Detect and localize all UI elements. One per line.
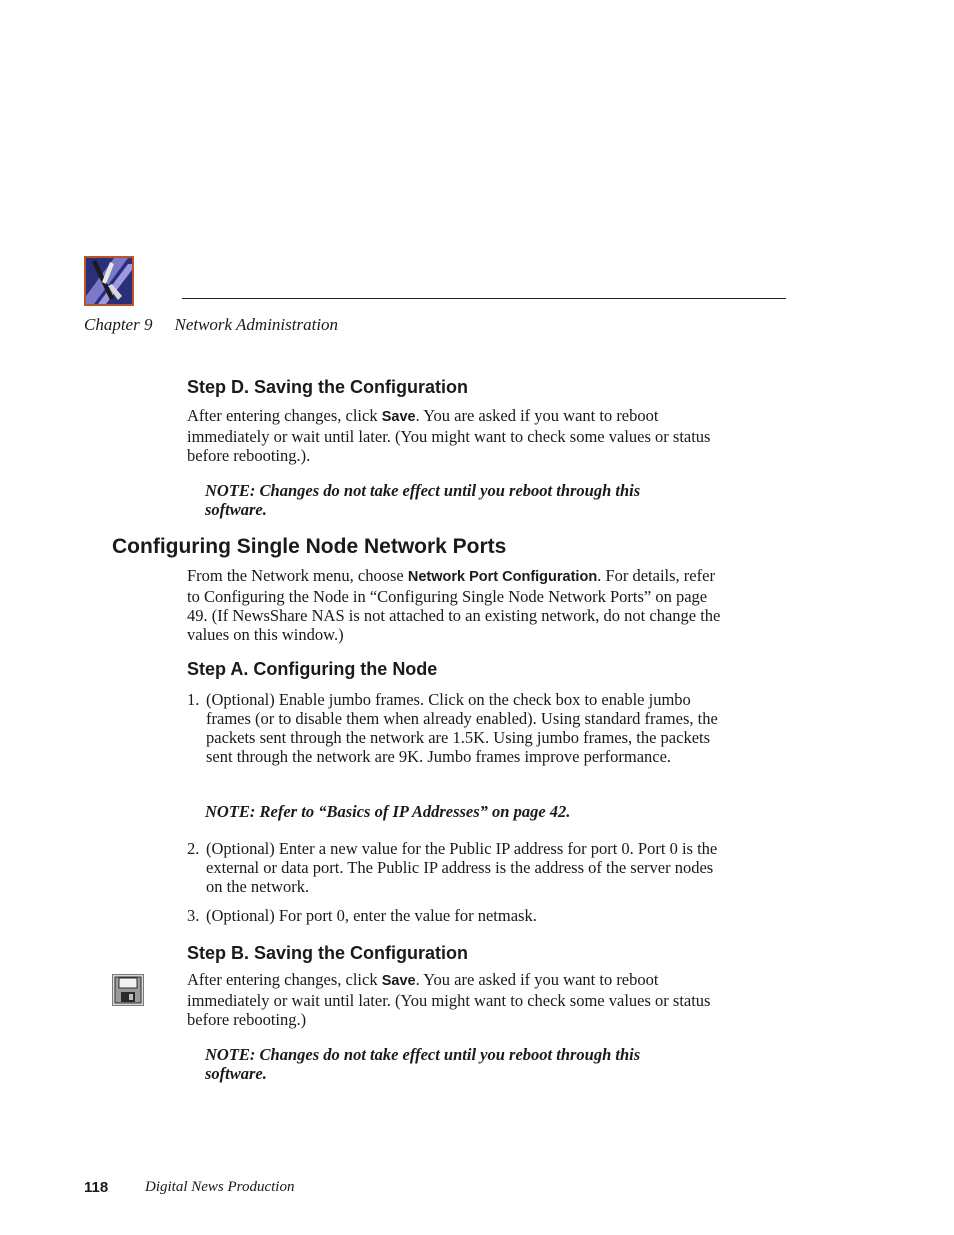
network-port-config-ui-label: Network Port Configuration (407, 569, 598, 585)
chapter-header (84, 315, 338, 335)
chapter-title: Network Administration (174, 315, 339, 334)
step-b-paragraph (187, 970, 727, 1029)
header-rule (182, 298, 786, 299)
list-item-text: (Optional) Enable jumbo frames. Click on the check box to enable jumbo frames (or to disable them when already enabled). Using standard frames, the packets sent through the network are 1.5K. Using jumbo frames, the packets sent through the network are 9K. Jumbo frames improve performance. (206, 690, 718, 766)
step-d-text-pre: After entering changes, click (187, 406, 382, 425)
floppy-disk-save-icon (112, 974, 144, 1006)
list-item-text: (Optional) For port 0, enter the value for netmask. (206, 906, 537, 925)
step-b-heading: Step B. Saving the Configuration (187, 943, 469, 963)
save-ui-label: Save (381, 409, 416, 425)
step-a-note: NOTE: Refer to “Basics of IP Addresses” on page 42. (205, 802, 571, 821)
step-b-text-pre: After entering changes, click (187, 970, 382, 989)
list-item-number: 2. (187, 839, 200, 858)
step-a-heading: Step A. Configuring the Node (187, 659, 438, 679)
list-item (187, 690, 727, 766)
page-number: 118 (84, 1179, 109, 1196)
step-d-text-post: . You are asked if you want to reboot immediately or wait until later. (You might want to check some values or status before rebooting.). (187, 406, 711, 465)
newsedit-logo-icon (84, 256, 134, 306)
list-item (187, 839, 727, 896)
save-ui-label: Save (381, 973, 416, 989)
step-b-text-post: . You are asked if you want to reboot immediately or wait until later. (You might want to check some values or status before rebooting.) (187, 970, 711, 1029)
section-text-pre: From the Network menu, choose (187, 566, 408, 585)
section-text-post: . For details, refer to Configuring the Node in “Configuring Single Node Network Ports” on page 49. (If NewsShare NAS is not attached to an existing network, do not change the values on this window.) (187, 566, 721, 644)
book-title: Digital News Production (145, 1179, 295, 1195)
chapter-label: Chapter 9 (84, 315, 153, 334)
list-item-text: (Optional) Enter a new value for the Public IP address for port 0. Port 0 is the external or data port. The Public IP address is the address of the server nodes on the network. (206, 839, 718, 896)
list-item-number: 3. (187, 906, 200, 925)
section-paragraph (187, 566, 727, 644)
step-d-heading: Step D. Saving the Configuration (187, 377, 469, 397)
list-item-number: 1. (187, 690, 200, 709)
list-item (187, 906, 727, 925)
step-d-paragraph (187, 406, 727, 465)
step-d-note: NOTE: Changes do not take effect until you reboot through this software. (205, 481, 641, 519)
step-b-note: NOTE: Changes do not take effect until you reboot through this software. (205, 1045, 641, 1083)
section-heading: Configuring Single Node Network Ports (112, 535, 507, 558)
